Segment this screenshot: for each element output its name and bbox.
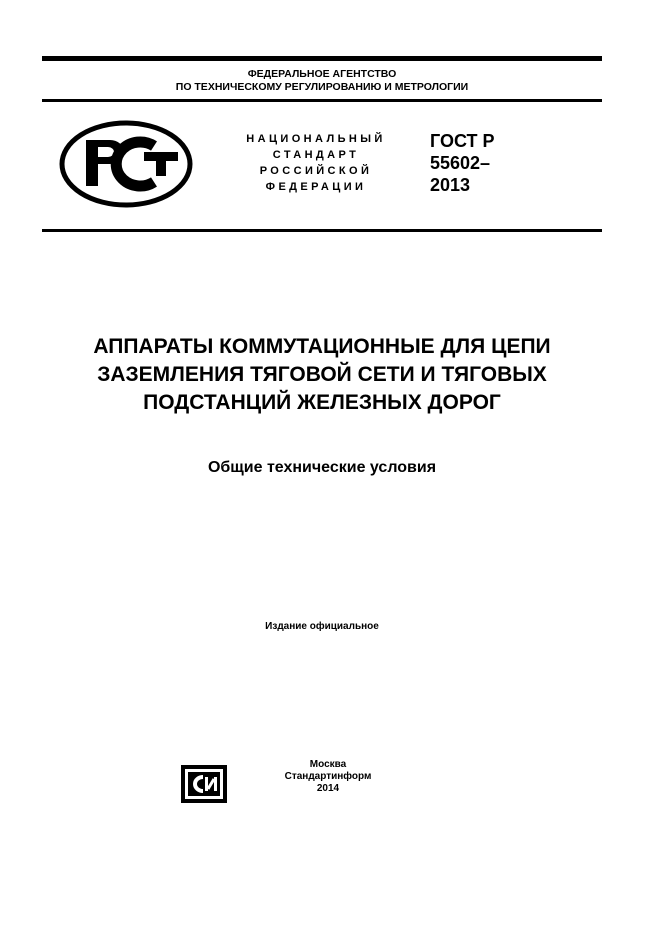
document-title: [42, 333, 602, 417]
standard-type-line-1: НАЦИОНАЛЬНЫЙ: [246, 133, 386, 145]
designation-line-1: ГОСТ Р: [430, 131, 495, 151]
standartinform-logo-icon: [181, 765, 227, 803]
standard-type-line-2: СТАНДАРТ: [272, 149, 360, 161]
standard-designation: [430, 130, 495, 196]
standard-type: [228, 131, 404, 195]
publication-year: 2014: [316, 783, 340, 794]
standard-type-line-3: РОССИЙСКОЙ: [259, 165, 373, 177]
designation-line-3: 2013: [430, 175, 471, 195]
header-bottom-rule: [42, 229, 602, 232]
header-rule: [42, 99, 602, 102]
publisher-city: Москва: [309, 759, 347, 770]
document-subtitle: Общие технические условия: [207, 459, 437, 476]
top-rule: [42, 56, 602, 61]
title-line-3: ПОДСТАНЦИЙ ЖЕЛЕЗНЫХ ДОРОГ: [143, 391, 501, 414]
title-line-2: ЗАЗЕМЛЕНИЯ ТЯГОВОЙ СЕТИ И ТЯГОВЫХ: [97, 363, 547, 386]
agency-header: [42, 68, 602, 94]
edition-label: Издание официальное: [265, 621, 379, 632]
standard-type-line-4: ФЕДЕРАЦИИ: [265, 181, 367, 193]
publisher-info: [268, 759, 388, 795]
rst-certification-mark-icon: [58, 120, 194, 208]
publisher-name: Стандартинформ: [284, 771, 372, 782]
title-line-1: АППАРАТЫ КОММУТАЦИОННЫЕ ДЛЯ ЦЕПИ: [93, 335, 551, 358]
agency-line-1: ФЕДЕРАЛЬНОЕ АГЕНТСТВО: [247, 68, 397, 80]
agency-line-2: ПО ТЕХНИЧЕСКОМУ РЕГУЛИРОВАНИЮ И МЕТРОЛОГИИ: [175, 81, 469, 93]
designation-line-2: 55602–: [430, 153, 491, 173]
